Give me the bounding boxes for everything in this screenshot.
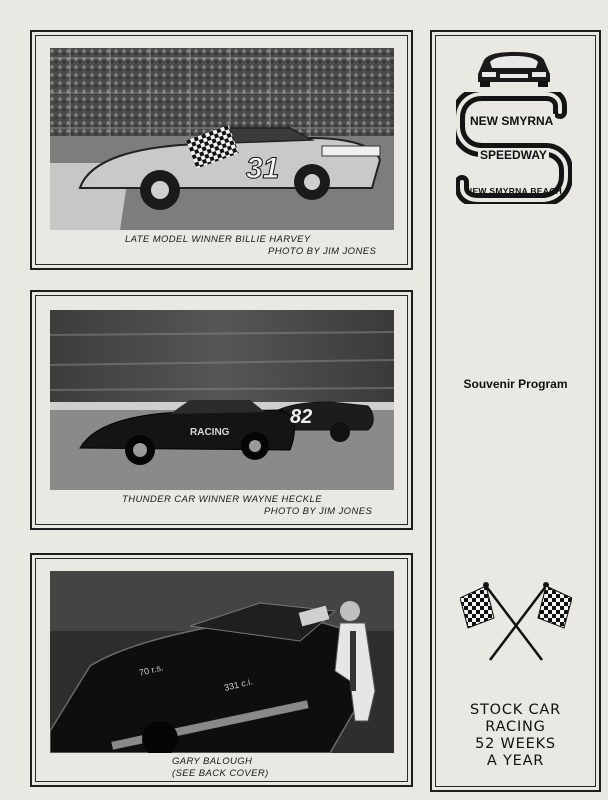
tagline-line-4: A YEAR	[486, 753, 545, 769]
car-logo-icon	[474, 48, 554, 88]
thunder-car-winner-photo	[50, 310, 394, 490]
thunder-car-photo-credit: PHOTO BY JIM JONES	[264, 506, 373, 517]
late-model-caption: LATE MODEL WINNER BILLIE HARVEY	[125, 234, 311, 245]
logo-location: NEW SMYRNA BEACH	[466, 186, 563, 196]
crossed-checkered-flags-icon	[460, 578, 572, 662]
svg-text:RACING: RACING	[190, 427, 230, 438]
thunder-car-illustration	[50, 310, 394, 490]
logo-title-new-smyrna: NEW SMYRNA	[470, 114, 554, 128]
car-number-82: 82	[290, 406, 313, 428]
late-model-car-illustration	[50, 48, 394, 230]
see-back-cover-note: (SEE BACK COVER)	[172, 768, 269, 779]
photo-frame-gary-balough	[30, 553, 413, 787]
svg-text:331 c.i.: 331 c.i.	[223, 676, 254, 693]
late-model-winner-photo	[50, 48, 394, 230]
tagline-line-2: RACING	[485, 719, 546, 735]
gary-balough-caption: GARY BALOUGH	[172, 756, 253, 767]
tagline-line-3: 52 WEEKS	[475, 736, 556, 752]
tagline-line-1: STOCK CAR	[469, 702, 562, 718]
photo-frame-late-model	[30, 30, 413, 270]
side-panel	[430, 30, 601, 792]
gary-balough-photo	[50, 571, 394, 753]
souvenir-program-title: Souvenir Program	[463, 377, 568, 391]
thunder-car-caption: THUNDER CAR WINNER WAYNE HECKLE	[122, 494, 322, 505]
car-number-31: 31	[246, 152, 280, 185]
gary-balough-car-illustration	[50, 571, 394, 753]
photo-frame-thunder-car	[30, 290, 413, 530]
svg-text:70 r.s.: 70 r.s.	[138, 662, 165, 678]
late-model-photo-credit: PHOTO BY JIM JONES	[268, 246, 377, 257]
logo-title-speedway: SPEEDWAY	[480, 148, 547, 162]
